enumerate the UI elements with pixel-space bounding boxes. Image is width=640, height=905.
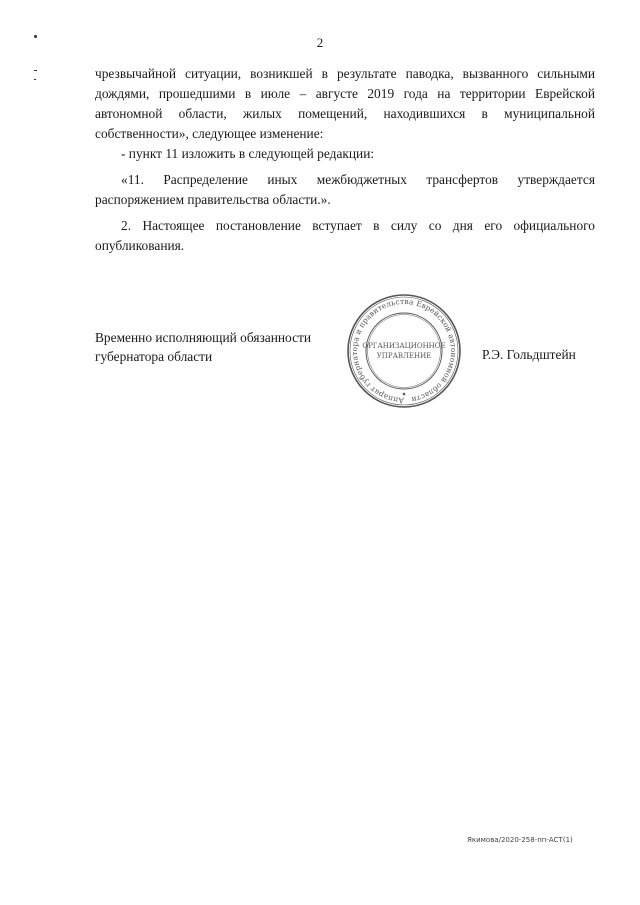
margin-mark: [34, 70, 37, 71]
paragraph-2: - пункт 11 изложить в следующей редакции:: [121, 146, 375, 161]
signatory-position-line-2: губернатора области: [95, 349, 213, 364]
margin-mark: [34, 79, 36, 80]
stamp-seal-icon: [339, 294, 469, 408]
paragraph-4: 2. Настоящее постановление вступает в силу со дня его официального опубликования.: [95, 218, 595, 253]
official-stamp: [339, 294, 469, 408]
signatory-position: [95, 328, 345, 366]
stamp-center-line-2: УПРАВЛЕНИЕ: [376, 352, 432, 360]
document-body: [95, 64, 595, 256]
signatory-position-line-1: Временно исполняющий обязанности: [95, 330, 312, 345]
margin-mark: [34, 35, 37, 38]
paragraph-1: чрезвычайной ситуации, возникшей в результате паводка, вызванного сильными дождями, прошедшими в июле – августе 2019 года на территории Еврейской автономной области, жилых помещений, находившихся в муниципальной собственности», следующее изменение:: [95, 66, 595, 141]
stamp-ring-text: Аппарат губернатора и правительства Еврейской автономной области: [349, 296, 459, 406]
paragraph-3: «11. Распределение иных межбюджетных трансфертов утверждается распоряжением правительства области.».: [95, 172, 595, 207]
signatory-name: Р.Э. Гольдштейн: [482, 347, 576, 362]
stamp-center-line-1: ОРГАНИЗАЦИОННОЕ: [362, 342, 446, 350]
page-number: 2: [316, 35, 324, 50]
document-code: Якимова/2020-258-пп-АСТ(1): [467, 836, 573, 844]
